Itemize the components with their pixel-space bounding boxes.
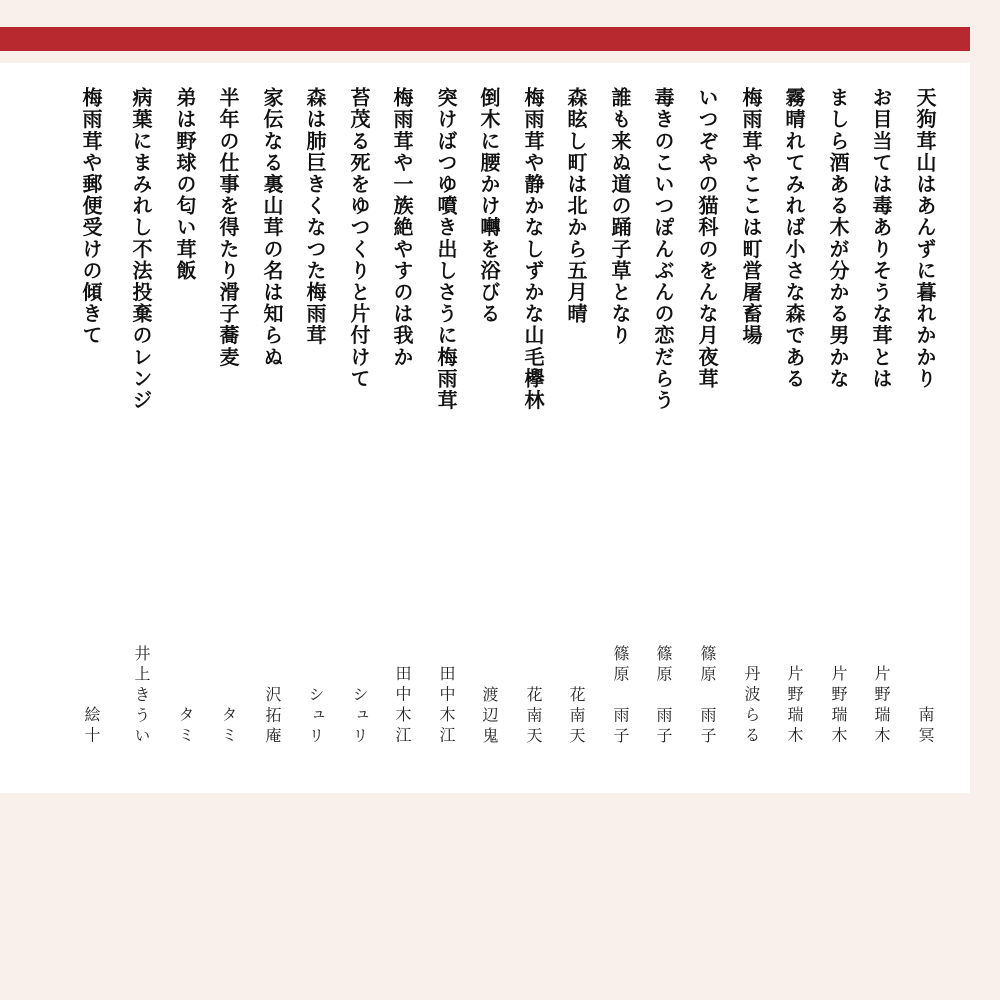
haiku-text: 梅雨茸や静かなしずかな山毛欅林 bbox=[521, 87, 545, 411]
haiku-author: 片野瑞木 bbox=[785, 665, 804, 747]
haiku-text: 倒木に腰かけ囀を浴びる bbox=[477, 87, 501, 325]
haiku-column bbox=[518, 87, 548, 747]
haiku-column bbox=[213, 87, 243, 747]
haiku-column bbox=[431, 87, 461, 747]
haiku-text: 病葉にまみれし不法投棄のレンジ bbox=[129, 87, 153, 411]
haiku-panel bbox=[0, 63, 970, 793]
haiku-author: 南冥 bbox=[916, 706, 935, 747]
haiku-column bbox=[170, 87, 200, 747]
haiku-author: 沢拓庵 bbox=[263, 685, 282, 747]
haiku-column bbox=[910, 87, 940, 747]
haiku-author: 片野瑞木 bbox=[872, 665, 891, 747]
haiku-column bbox=[736, 87, 766, 747]
haiku-author: 田中木江 bbox=[393, 665, 412, 747]
haiku-column bbox=[561, 87, 591, 747]
haiku-column bbox=[300, 87, 330, 747]
haiku-author: タミ bbox=[176, 706, 195, 747]
haiku-column bbox=[648, 87, 678, 747]
header-bar bbox=[0, 27, 970, 51]
haiku-author: タミ bbox=[219, 706, 238, 747]
haiku-author: 花南天 bbox=[567, 685, 586, 747]
haiku-text: 森は肺巨きくなつた梅雨茸 bbox=[303, 87, 327, 347]
haiku-column bbox=[823, 87, 853, 747]
haiku-text: 毒きのこいつぽんぶんの恋だらう bbox=[651, 87, 675, 411]
haiku-column bbox=[387, 87, 417, 747]
haiku-column bbox=[866, 87, 896, 747]
haiku-text: 苔茂る死をゆつくりと片付けて bbox=[347, 87, 371, 390]
haiku-author: 篠原 雨子 bbox=[654, 644, 673, 747]
haiku-text: 梅雨茸や郵便受けの傾きて bbox=[79, 87, 103, 347]
haiku-column bbox=[344, 87, 374, 747]
haiku-text: 梅雨茸やここは町営屠畜場 bbox=[739, 87, 763, 347]
haiku-text: ましら酒ある木が分かる男かな bbox=[826, 87, 850, 390]
haiku-author: 花南天 bbox=[524, 685, 543, 747]
haiku-author: 篠原 雨子 bbox=[698, 644, 717, 747]
haiku-column bbox=[474, 87, 504, 747]
haiku-column bbox=[779, 87, 809, 747]
haiku-text: 弟は野球の匂い茸飯 bbox=[173, 87, 197, 282]
haiku-author: 丹波らる bbox=[742, 665, 761, 747]
haiku-text: 森眩し町は北から五月晴 bbox=[564, 87, 588, 325]
haiku-column bbox=[76, 87, 106, 747]
haiku-list bbox=[0, 63, 970, 793]
haiku-author: シュリ bbox=[350, 685, 369, 747]
haiku-author: シュリ bbox=[306, 685, 325, 747]
haiku-text: お目当ては毒ありそうな茸とは bbox=[869, 87, 893, 390]
haiku-column bbox=[257, 87, 287, 747]
haiku-text: 突けばつゆ噴き出しさうに梅雨茸 bbox=[434, 87, 458, 411]
haiku-author: 絵十 bbox=[82, 706, 101, 747]
haiku-author: 片野瑞木 bbox=[829, 665, 848, 747]
haiku-text: 家伝なる裏山茸の名は知らぬ bbox=[260, 87, 284, 368]
haiku-column bbox=[605, 87, 635, 747]
haiku-text: 誰も来ぬ道の踊子草となり bbox=[608, 87, 632, 347]
haiku-column bbox=[126, 87, 156, 747]
haiku-column bbox=[692, 87, 722, 747]
haiku-author: 渡辺鬼 bbox=[480, 685, 499, 747]
haiku-text: 霧晴れてみれば小さな森である bbox=[782, 87, 806, 390]
haiku-text: いつぞやの猫科のをんな月夜茸 bbox=[695, 87, 719, 390]
haiku-text: 半年の仕事を得たり滑子蕎麦 bbox=[216, 87, 240, 368]
haiku-author: 田中木江 bbox=[437, 665, 456, 747]
haiku-text: 梅雨茸や一族絶やすのは我か bbox=[390, 87, 414, 368]
haiku-author: 篠原 雨子 bbox=[611, 644, 630, 747]
haiku-author: 井上きうい bbox=[132, 644, 151, 747]
haiku-text: 天狗茸山はあんずに暮れかかり bbox=[913, 87, 937, 390]
